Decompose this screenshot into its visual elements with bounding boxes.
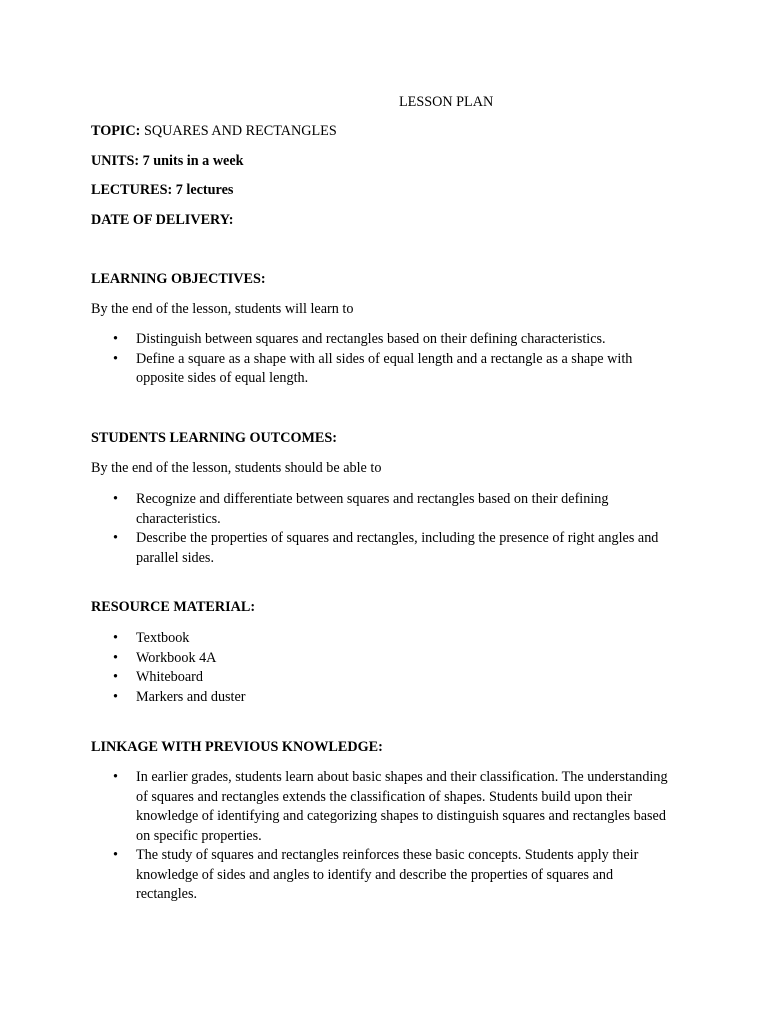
bullet-glyph: • [113, 769, 118, 785]
bullet-glyph: • [113, 331, 118, 347]
list-item [0, 490, 676, 529]
objectives-list [0, 330, 768, 389]
objectives-heading [91, 270, 266, 290]
outcomes-heading [91, 429, 337, 449]
bullet-glyph: • [113, 847, 118, 863]
list-item [0, 330, 676, 350]
page-title: LESSON PLAN [399, 94, 494, 110]
list-item-text: Define a square as a shape with all sides of equal length and a rectangle as a shape with opposite sides of equal length. [136, 350, 633, 386]
list-item [0, 629, 676, 649]
topic-line [91, 122, 337, 142]
resources-list [0, 629, 768, 707]
list-item [0, 768, 676, 846]
units-line [91, 152, 244, 172]
list-item-text: The study of squares and rectangles reinforces these basic concepts. Students apply their knowledge of sides and angles to identify and describe the properties of squares and rectangles. [136, 847, 639, 902]
units-text: UNITS: 7 units in a week [91, 153, 244, 169]
outcomes-intro: By the end of the lesson, students should be able to [91, 460, 382, 476]
list-item-text: Distinguish between squares and rectangles based on their defining characteristics. [136, 331, 606, 347]
topic-label: TOPIC: [91, 123, 141, 139]
resources-heading-text: RESOURCE MATERIAL: [91, 599, 256, 615]
bullet-glyph: • [113, 649, 118, 666]
list-item-text: Markers and duster [136, 688, 246, 705]
list-item [0, 350, 676, 389]
linkage-list [0, 768, 768, 905]
bullet-glyph: • [113, 630, 118, 646]
date-of-delivery-line [91, 211, 233, 231]
list-item-text: In earlier grades, students learn about basic shapes and their classification. The understanding of squares and rectangles extends the classification of shapes. Students build upon their knowledge of identifying and categorizing shapes to distinguish squares and rectangles based on specific properties. [136, 769, 668, 844]
bullet-glyph: • [113, 530, 118, 546]
list-item-text: Recognize and differentiate between squares and rectangles based on their defining characteristics. [136, 491, 609, 527]
list-item [0, 846, 676, 905]
list-item [0, 688, 676, 708]
list-item [0, 668, 676, 688]
bullet-glyph: • [113, 669, 118, 685]
bullet-glyph: • [113, 350, 118, 367]
lectures-line [91, 181, 233, 201]
resources-heading [91, 598, 255, 618]
topic-value: SQUARES AND RECTANGLES [140, 123, 337, 139]
list-item-text: Whiteboard [136, 669, 203, 685]
list-item [0, 649, 676, 669]
outcomes-heading-text: STUDENTS LEARNING OUTCOMES: [91, 430, 337, 446]
list-item-text: Workbook 4A [136, 649, 217, 666]
list-item-text: Textbook [136, 630, 190, 646]
objectives-heading-text: LEARNING OBJECTIVES: [91, 271, 266, 287]
bullet-glyph: • [113, 491, 118, 507]
objectives-intro: By the end of the lesson, students will learn to [91, 301, 354, 317]
linkage-heading [91, 738, 383, 758]
list-item-text: Describe the properties of squares and rectangles, including the presence of right angles and parallel sides. [136, 530, 659, 566]
lectures-text: LECTURES: 7 lectures [91, 182, 234, 198]
bullet-glyph: • [113, 688, 118, 705]
outcomes-list [0, 490, 768, 568]
linkage-heading-text: LINKAGE WITH PREVIOUS KNOWLEDGE: [91, 739, 383, 755]
date-of-delivery-label: DATE OF DELIVERY: [91, 212, 234, 228]
list-item [0, 529, 676, 568]
